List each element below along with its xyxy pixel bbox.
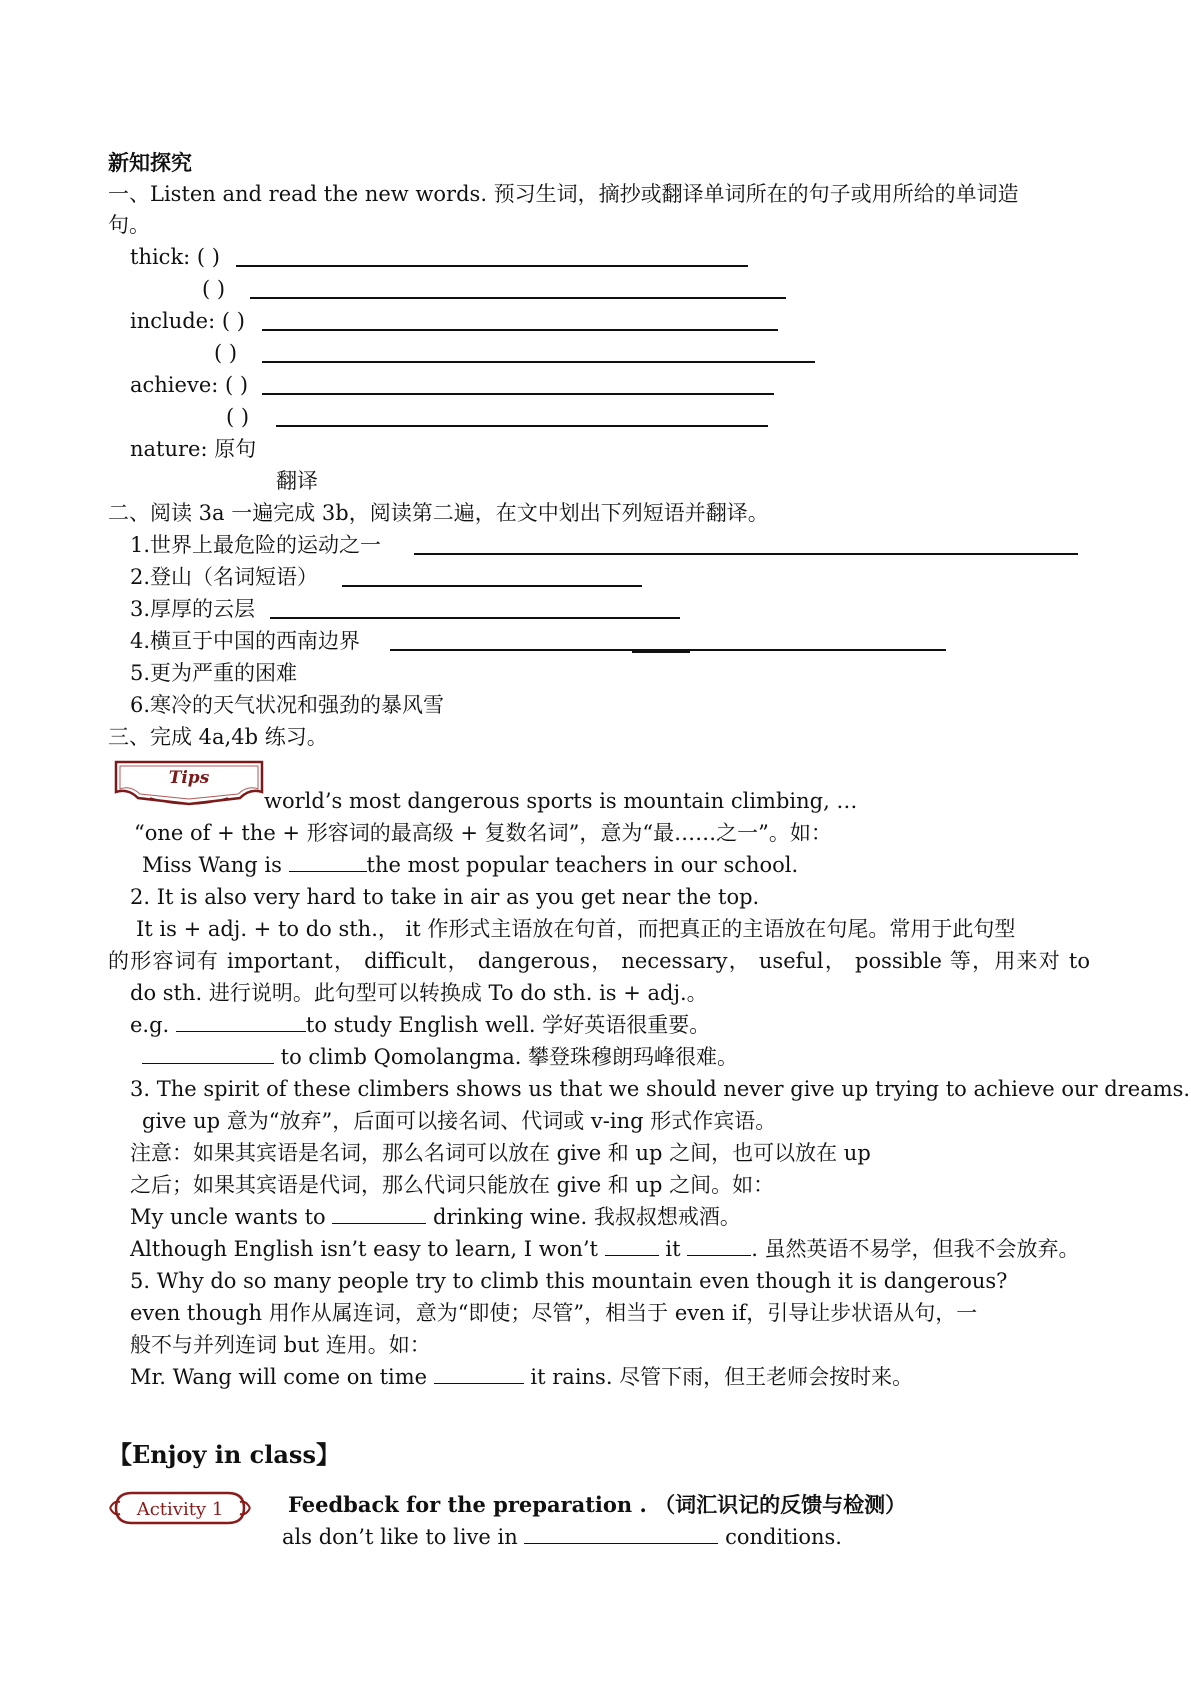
word-nature-translation: 翻译 bbox=[276, 469, 318, 493]
word-thick: thick: ( ) bbox=[130, 245, 220, 269]
phrase-2: 2.登山（名词短语） bbox=[130, 565, 319, 589]
word-achieve-alt: ( ) bbox=[226, 405, 250, 429]
tips-sentence-2: 2. It is also very hard to take in air as you get near the top. bbox=[130, 885, 760, 909]
blank[interactable] bbox=[289, 853, 367, 872]
answer-line[interactable] bbox=[262, 393, 774, 395]
answer-line[interactable] bbox=[236, 265, 748, 267]
tips-note-2: It is + adj. + to do sth.， it 作形式主语放在句首，而把真正的主语放在句尾。常用于此句型 bbox=[136, 917, 1016, 941]
tips-note-2-end: do sth. 进行说明。此句型可以转换成 To do sth. is + adj.。 bbox=[130, 981, 708, 1005]
answer-line[interactable] bbox=[262, 361, 815, 363]
tips-note-5-cont: 般不与并列连词 but 连用。如： bbox=[130, 1333, 431, 1357]
activity-question-1: als don’t like to live in conditions. bbox=[282, 1525, 842, 1549]
blank[interactable] bbox=[142, 1045, 274, 1064]
tips-badge bbox=[110, 758, 268, 808]
tips-note-3-cont: 之后；如果其宾语是代词，那么代词只能放在 give 和 up 之间。如： bbox=[130, 1173, 775, 1197]
section-title: 新知探究 bbox=[108, 150, 192, 175]
tips-example-4: My uncle wants to drinking wine. 我叔叔想戒酒。 bbox=[130, 1205, 741, 1229]
answer-line-mark bbox=[632, 651, 690, 653]
answer-line[interactable] bbox=[250, 297, 786, 299]
tips-sentence-1: world’s most dangerous sports is mountain climbing, … bbox=[264, 789, 858, 813]
word-include-alt: ( ) bbox=[214, 341, 238, 365]
tips-sentence-5: 5. Why do so many people try to climb this mountain even though it is dangerous? bbox=[130, 1269, 1008, 1293]
part3-instruction: 三、完成 4a,4b 练习。 bbox=[108, 725, 328, 749]
enjoy-heading: 【Enjoy in class】 bbox=[108, 1440, 340, 1469]
tips-note-3-caution: 注意：如果其宾语是名词，那么名词可以放在 give 和 up 之间，也可以放在 up bbox=[130, 1141, 871, 1165]
phrase-1: 1.世界上最危险的运动之一 bbox=[130, 533, 382, 557]
answer-line[interactable] bbox=[276, 425, 768, 427]
answer-line[interactable] bbox=[270, 617, 680, 619]
blank[interactable] bbox=[524, 1525, 718, 1544]
phrase-6: 6.寒冷的天气状况和强劲的暴风雪 bbox=[130, 693, 445, 717]
tips-example-2: e.g. to study English well. 学好英语很重要。 bbox=[130, 1013, 711, 1037]
tips-note-3: give up 意为“放弃”，后面可以接名词、代词或 v-ing 形式作宾语。 bbox=[142, 1109, 777, 1133]
phrase-4: 4.横亘于中国的西南边界 bbox=[130, 629, 361, 653]
tips-example-6: Mr. Wang will come on time it rains. 尽管下雨，但王老师会按时来。 bbox=[130, 1365, 914, 1389]
blank[interactable] bbox=[434, 1365, 524, 1384]
tips-example-1: Miss Wang is the most popular teachers in our school. bbox=[142, 853, 799, 877]
activity-badge bbox=[108, 1488, 252, 1528]
part1-instruction-cont: 句。 bbox=[108, 213, 150, 237]
tips-badge-label: Tips bbox=[168, 768, 210, 788]
activity-title: Feedback for the preparation . （词汇识记的反馈与检测） bbox=[288, 1492, 907, 1517]
word-nature: nature: 原句 bbox=[130, 437, 257, 461]
tips-note-2-cont: 的形容词有 important， difficult， dangerous， necessary， useful， possible 等，用来对 to bbox=[108, 949, 1090, 973]
answer-line[interactable] bbox=[262, 329, 778, 331]
blank[interactable] bbox=[687, 1237, 751, 1256]
blank[interactable] bbox=[176, 1013, 306, 1032]
part2-instruction: 二、阅读 3a 一遍完成 3b，阅读第二遍，在文中划出下列短语并翻译。 bbox=[108, 501, 769, 525]
word-achieve: achieve: ( ) bbox=[130, 373, 249, 397]
phrase-3: 3.厚厚的云层 bbox=[130, 597, 256, 621]
blank[interactable] bbox=[605, 1237, 659, 1256]
word-thick-alt: ( ) bbox=[202, 277, 226, 301]
word-include: include: ( ) bbox=[130, 309, 245, 333]
tips-example-5: Although English isn’t easy to learn, I won’t it . 虽然英语不易学，但我不会放弃。 bbox=[130, 1237, 1080, 1261]
tips-note-1: “one of + the + 形容词的最高级 + 复数名词”，意为“最……之一”。如： bbox=[134, 821, 832, 845]
blank[interactable] bbox=[332, 1205, 426, 1224]
part1-instruction: 一、Listen and read the new words. 预习生词，摘抄或翻译单词所在的句子或用所给的单词造 bbox=[108, 182, 1019, 206]
tips-example-3: to climb Qomolangma. 攀登珠穆朗玛峰很难。 bbox=[142, 1044, 738, 1070]
tips-sentence-3: 3. The spirit of these climbers shows us that we should never give up trying to achieve our dreams. bbox=[130, 1077, 1191, 1101]
tips-note-5: even though 用作从属连词，意为“即使；尽管”，相当于 even if，引导让步状语从句，一 bbox=[130, 1301, 978, 1325]
answer-line[interactable] bbox=[342, 585, 642, 587]
activity-badge-label: Activity 1 bbox=[136, 1499, 224, 1520]
answer-line[interactable] bbox=[414, 553, 1078, 555]
phrase-5: 5.更为严重的困难 bbox=[130, 661, 298, 685]
